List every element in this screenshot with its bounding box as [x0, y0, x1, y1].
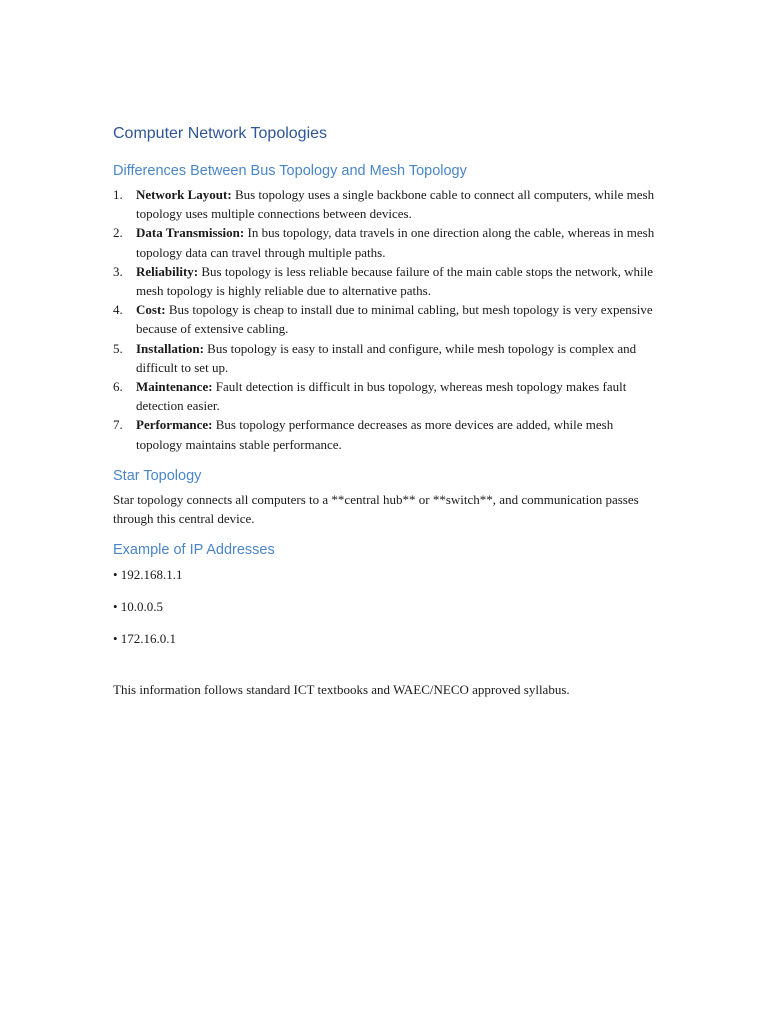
ip-address-item: • 10.0.0.5: [113, 599, 164, 614]
list-item-term: Maintenance:: [136, 379, 213, 395]
document-title: Computer Network Topologies: [113, 125, 328, 142]
ip-address-item: • 192.168.1.1: [113, 567, 183, 582]
list-item-text: Bus topology uses a single backbone cable to connect all computers, while mesh topology uses multiple connections between devices.: [136, 187, 655, 222]
list-item-text: In bus topology, data travels in one direction along the cable, whereas in mesh topology data can travel through multiple paths.: [136, 225, 655, 260]
list-item-number: 1.: [113, 187, 123, 202]
list-item-term: Installation:: [136, 340, 204, 356]
list-item: [113, 339, 658, 377]
ip-address-item: • 172.16.0.1: [113, 631, 177, 646]
list-item-term: Performance:: [136, 417, 213, 433]
list-item-number: 3.: [113, 263, 123, 279]
list-item: [113, 300, 658, 338]
list-item: [113, 185, 658, 223]
list-item: [113, 377, 658, 415]
list-item-text: Bus topology performance decreases as more devices are added, while mesh topology maintains stable performance.: [136, 417, 614, 452]
list-item: [113, 223, 658, 261]
list-item-number: 2.: [113, 225, 123, 241]
list-item-text: Fault detection is difficult in bus topology, whereas mesh topology makes fault detection easier.: [136, 379, 627, 414]
list-item: [113, 415, 658, 453]
list-item-text: Bus topology is cheap to install due to minimal cabling, but mesh topology is very expensive because of extensive cabling.: [136, 302, 653, 337]
list-item: [113, 262, 658, 300]
list-item-text: Bus topology is less reliable because failure of the main cable stops the network, while mesh topology is highly reliable due to alternative paths.: [136, 263, 653, 299]
star-topology-heading: Star Topology: [113, 468, 202, 484]
list-item-term: Network Layout:: [136, 187, 232, 202]
list-item-term: Reliability:: [136, 263, 199, 279]
ip-addresses-heading: Example of IP Addresses: [113, 542, 275, 558]
list-item-text: Bus topology is easy to install and configure, while mesh topology is complex and difficult to set up.: [136, 340, 637, 375]
list-item-term: Cost:: [136, 302, 166, 318]
list-item-number: 6.: [113, 379, 123, 395]
list-item-term: Data Transmission:: [136, 225, 245, 241]
list-item-number: 5.: [113, 340, 123, 356]
differences-list: [113, 185, 658, 454]
closing-paragraph: This information follows standard ICT textbooks and WAEC/NECO approved syllabus.: [113, 682, 570, 697]
star-topology-paragraph: Star topology connects all computers to a **central hub** or **switch**, and communication passes through this central device.: [113, 492, 639, 527]
differences-heading: Differences Between Bus Topology and Mesh Topology: [113, 163, 467, 179]
ip-address-list: [113, 565, 183, 661]
list-item-number: 7.: [113, 417, 123, 433]
list-item-number: 4.: [113, 302, 123, 318]
